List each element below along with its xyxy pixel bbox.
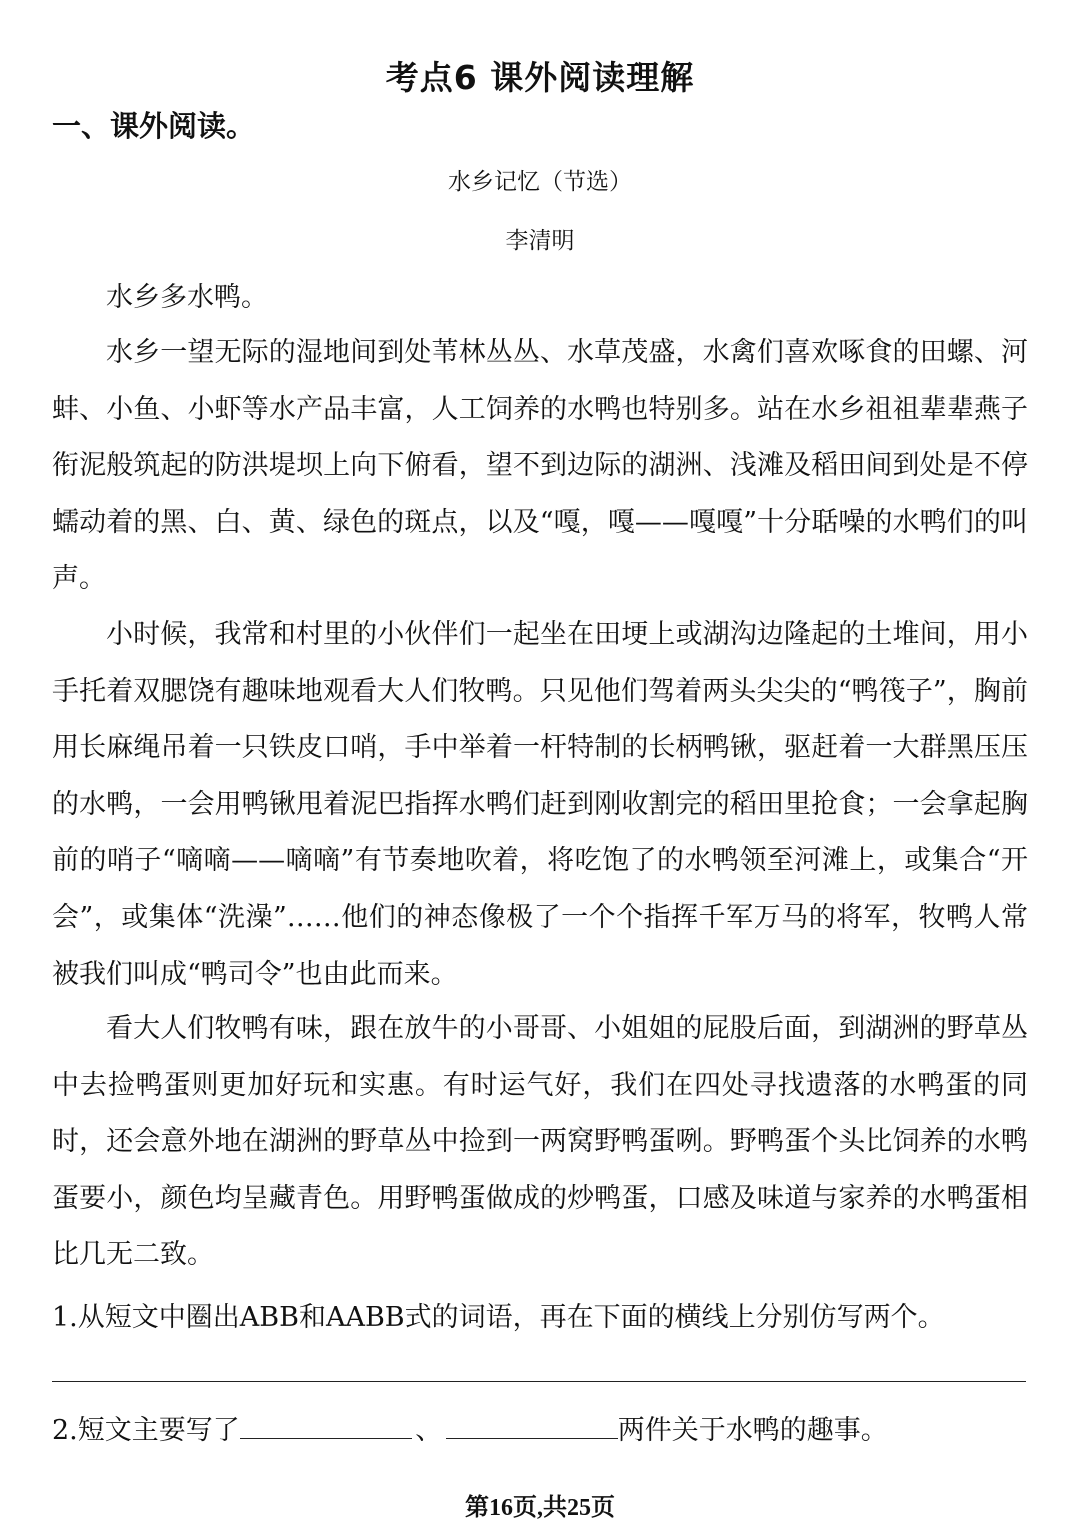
question-2-prefix: 2.短文主要写了	[52, 1415, 240, 1446]
paragraph-2: 水乡一望无际的湿地间到处苇林丛丛、水草茂盛，水禽们喜欢啄食的田螺、河蚌、小鱼、小虾等水产品丰富，人工饲养的水鸭也特别多。站在水乡祖祖辈辈燕子衔泥般筑起的防洪堤坝上向下俯看，望不到边际的湖洲、浅滩及稻田间到处是不停蠕动着的黑、白、黄、绿色的斑点，以及“嘎，嘎——嘎嘎”十分聒噪的水鸭们的叫声。	[52, 337, 1028, 595]
question-2-suffix: 两件关于水鸭的趣事。	[617, 1415, 888, 1446]
section-heading: 一、课外阅读。	[52, 109, 256, 143]
answer-blank-1[interactable]	[240, 1410, 412, 1439]
story-author: 李清明	[505, 228, 575, 254]
question-2	[52, 1408, 888, 1447]
paragraph-1: 水乡多水鸭。	[106, 282, 268, 313]
story-title: 水乡记忆（节选）	[448, 169, 632, 195]
answer-blank-2[interactable]	[446, 1410, 618, 1439]
answer-line-1[interactable]	[52, 1381, 1026, 1382]
paragraph-3: 小时候，我常和村里的小伙伴们一起坐在田埂上或湖沟边隆起的土堆间，用小手托着双腮饶有趣味地观看大人们牧鸭。只见他们驾着两头尖尖的“鸭筏子”，胸前用长麻绳吊着一只铁皮口哨，手中举着一杆特制的长柄鸭锹，驱赶着一大群黑压压的水鸭，一会用鸭锹甩着泥巴指挥水鸭们赶到刚收割完的稻田里抢食；一会拿起胸前的哨子“嘀嘀——嘀嘀”有节奏地吹着，将吃饱了的水鸭领至河滩上，或集合“开会”，或集体“洗澡”……他们的神态像极了一个个指挥千军万马的将军，牧鸭人常被我们叫成“鸭司令”也由此而来。	[52, 619, 1028, 990]
page-title: 考点6 课外阅读理解	[385, 58, 695, 97]
paragraph-4: 看大人们牧鸭有味，跟在放牛的小哥哥、小姐姐的屁股后面，到湖洲的野草丛中去捡鸭蛋则更加好玩和实惠。有时运气好，我们在四处寻找遗落的水鸭蛋的同时，还会意外地在湖洲的野草丛中捡到一两窝野鸭蛋咧。野鸭蛋个头比饲养的水鸭蛋要小，颜色均呈藏青色。用野鸭蛋做成的炒鸭蛋，口感及味道与家养的水鸭蛋相比几无二致。	[52, 1013, 1028, 1271]
question-1: 1.从短文中圈出ABB和AABB式的词语，再在下面的横线上分别仿写两个。	[52, 1302, 945, 1333]
page-number: 第16页,共25页	[465, 1495, 615, 1521]
question-2-separator: 、	[415, 1415, 443, 1446]
